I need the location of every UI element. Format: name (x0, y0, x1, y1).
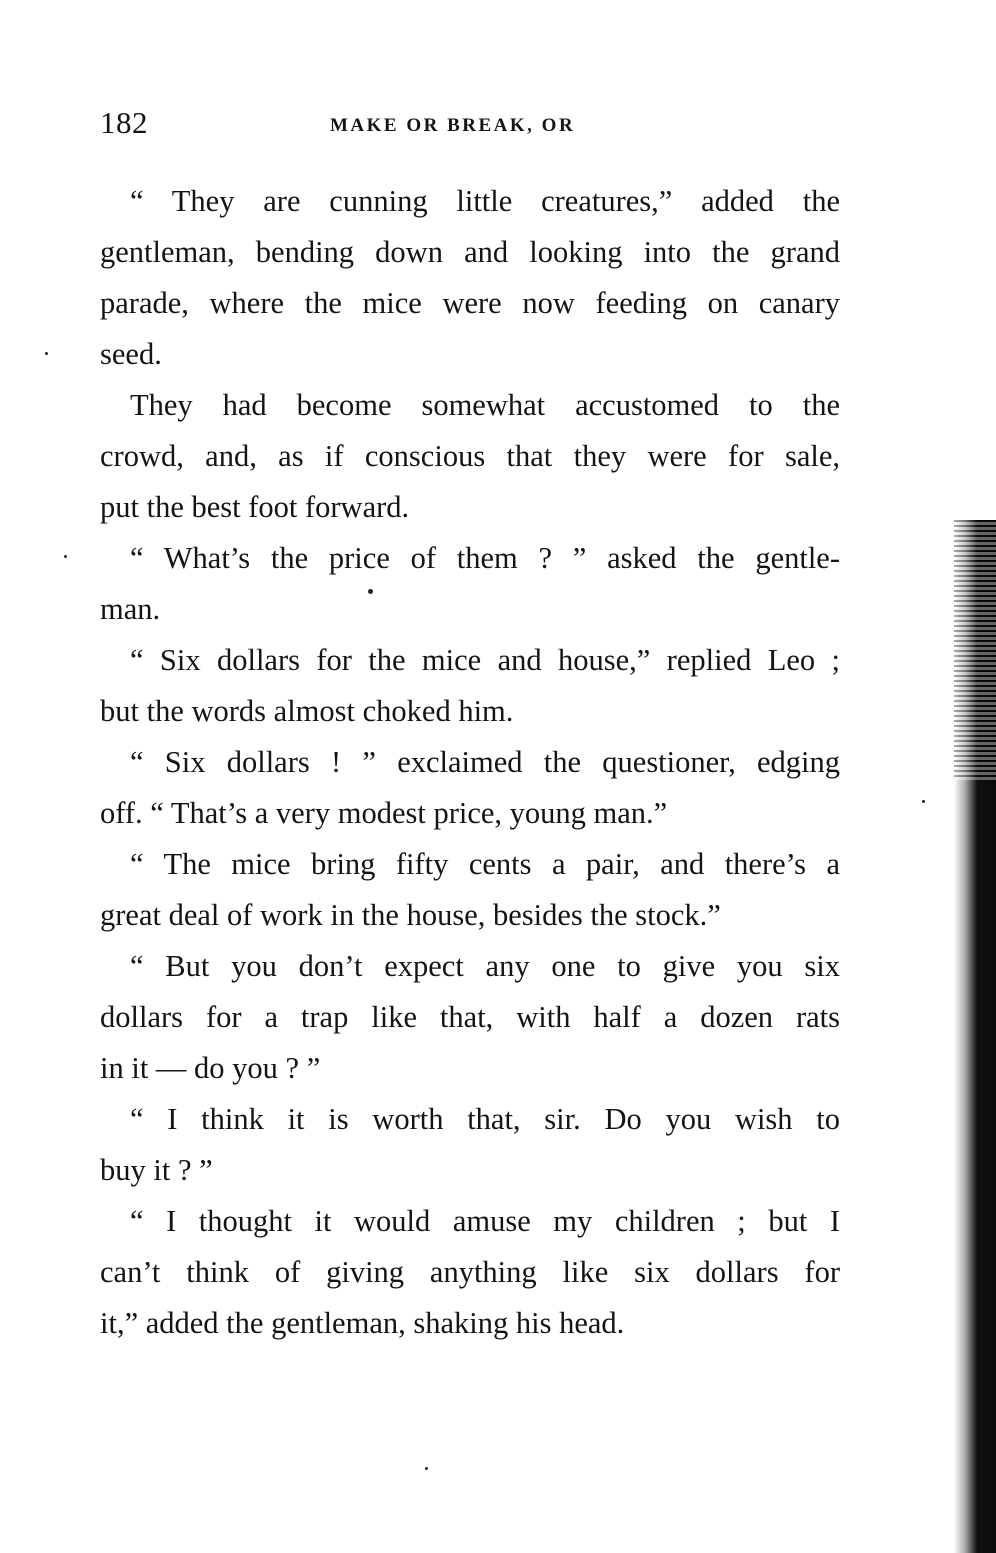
text-line: can’t think of giving anything like six dollars for (100, 1255, 840, 1289)
text-line: They had become somewhat accustomed to the (130, 388, 840, 422)
ink-speck (45, 352, 48, 355)
paragraph (100, 380, 840, 533)
text-line: “ I thought it would amuse my children ; but I (130, 1204, 840, 1238)
text-line: “ They are cunning little creatures,” added the (130, 184, 840, 218)
running-title: MAKE OR BREAK, OR (330, 115, 576, 136)
paragraph (100, 635, 840, 737)
paragraph (100, 941, 840, 1094)
ink-speck (922, 800, 925, 803)
text-line: buy it ? ” (100, 1153, 213, 1187)
text-line: parade, where the mice were now feeding on canary (100, 286, 840, 320)
text-line: but the words almost choked him. (100, 694, 514, 728)
paragraph (100, 737, 840, 839)
paragraph (100, 533, 840, 635)
text-line: “ I think it is worth that, sir. Do you wish to (130, 1102, 840, 1136)
text-line: “ What’s the price of them ? ” asked the gentle- (130, 541, 840, 575)
page-number: 182 (100, 105, 148, 140)
ink-speck (64, 555, 67, 558)
binding-noise (954, 520, 996, 780)
ink-speck (368, 589, 373, 594)
text-line: crowd, and, as if conscious that they were for sale, (100, 439, 840, 473)
text-line: “ The mice bring fifty cents a pair, and there’s a (130, 847, 840, 881)
paragraph (100, 1196, 840, 1349)
body-text (100, 176, 840, 1349)
ink-speck (425, 1467, 428, 1470)
text-line: off. “ That’s a very modest price, young man.” (100, 796, 668, 830)
paragraph (100, 176, 840, 380)
text-line: seed. (100, 337, 162, 371)
text-line: great deal of work in the house, besides the stock.” (100, 898, 721, 932)
text-line: “ Six dollars for the mice and house,” replied Leo ; (130, 643, 840, 677)
text-line: gentleman, bending down and looking into the grand (100, 235, 840, 269)
text-line: it,” added the gentleman, shaking his head. (100, 1306, 625, 1340)
text-line: dollars for a trap like that, with half a dozen rats (100, 1000, 840, 1034)
text-line: man. (100, 592, 161, 626)
paragraph (100, 839, 840, 941)
running-head (100, 106, 840, 146)
text-line: in it — do you ? ” (100, 1051, 321, 1085)
text-line: put the best foot forward. (100, 490, 410, 524)
text-line: “ Six dollars ! ” exclaimed the questioner, edging (130, 745, 840, 779)
paragraph (100, 1094, 840, 1196)
text-line: “ But you don’t expect any one to give you six (130, 949, 840, 983)
